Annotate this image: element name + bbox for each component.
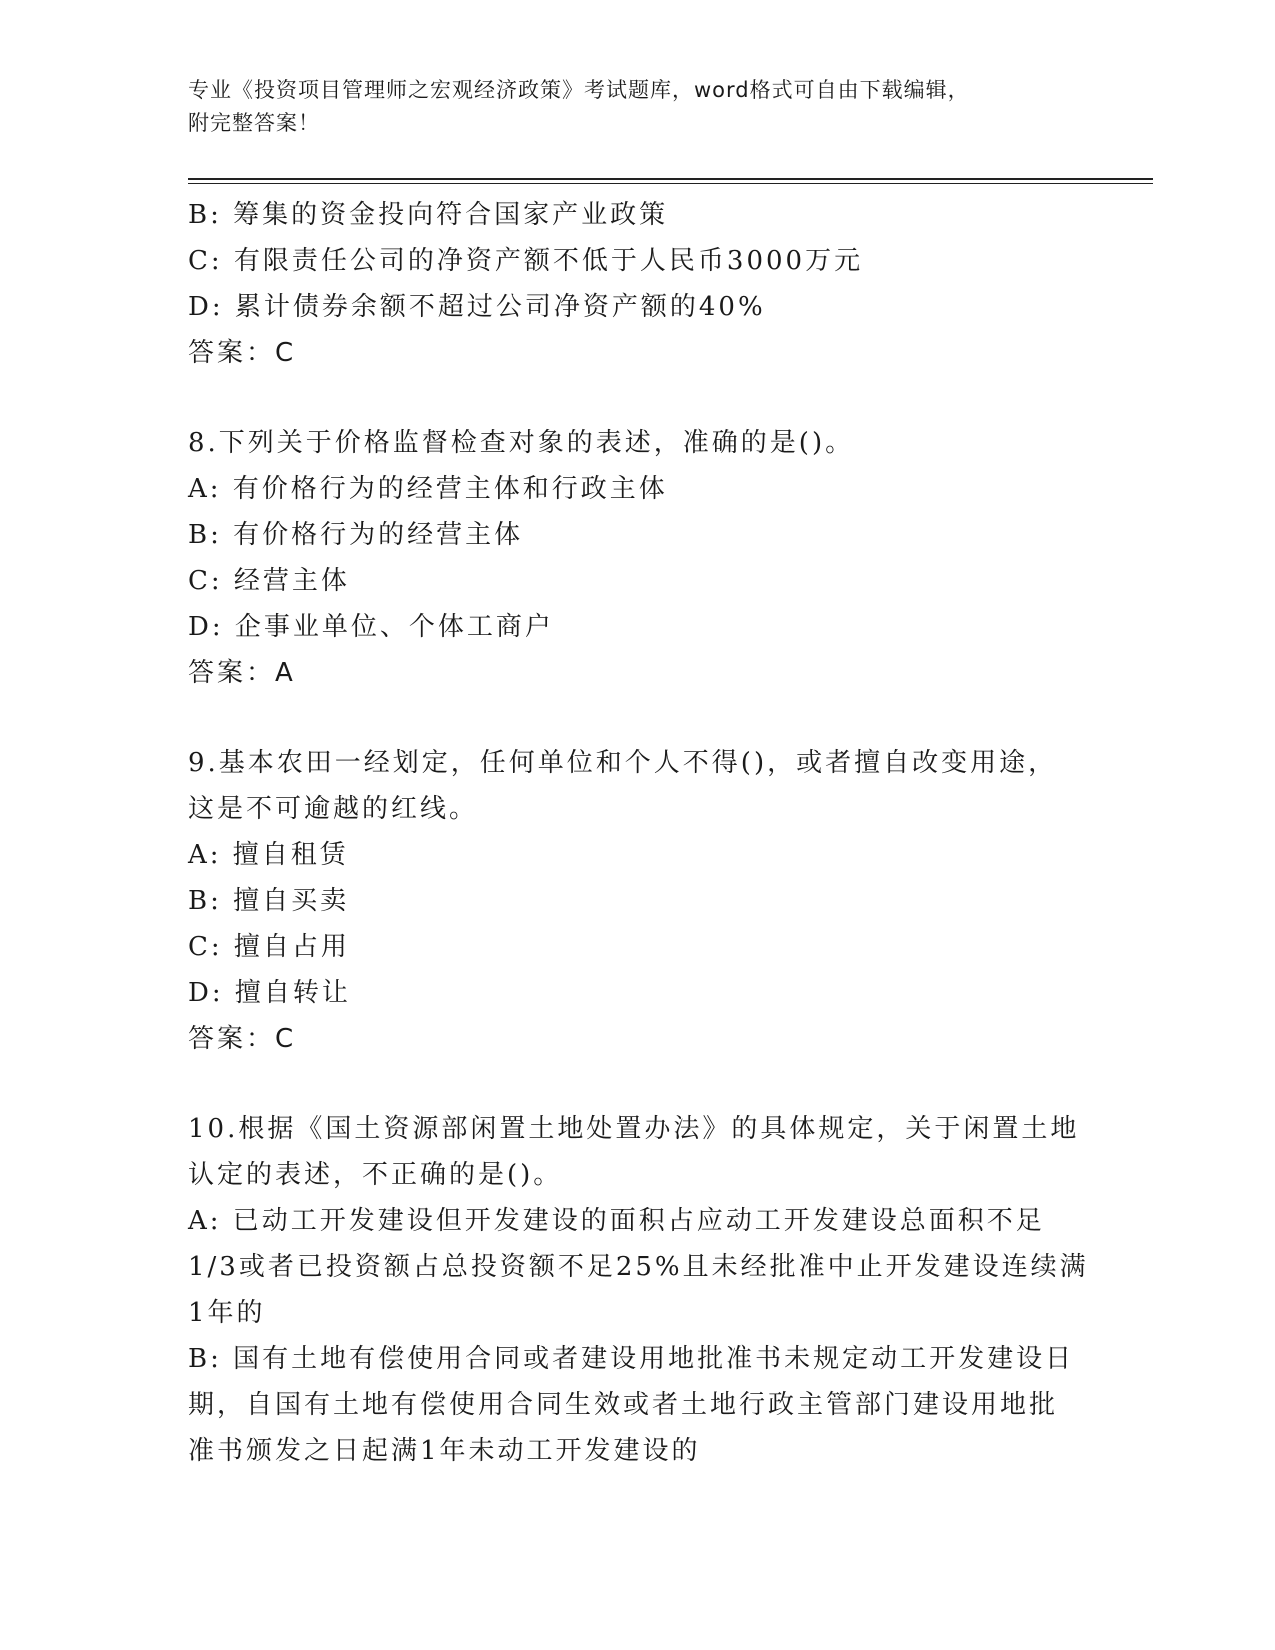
option-c: C: 经营主体 <box>188 566 350 596</box>
header-rule-thick <box>188 178 1153 180</box>
option-a-cont: 1/3或者已投资额占总投资额不足25%且未经批准中止开发建设连续满 <box>188 1252 1089 1282</box>
question-9 <box>188 740 1088 1062</box>
question-text: 8.下列关于价格监督检查对象的表述，准确的是()。 <box>188 428 855 458</box>
question-text: 这是不可逾越的红线。 <box>188 794 479 824</box>
question-8 <box>188 420 1088 696</box>
question-text: 认定的表述，不正确的是()。 <box>188 1160 563 1190</box>
header-rule-thin <box>188 183 1153 184</box>
option-b: B: 擅自买卖 <box>188 886 350 916</box>
question-7 <box>188 192 1088 376</box>
option-b: B: 国有土地有偿使用合同或者建设用地批准书未规定动工开发建设日 <box>188 1344 1075 1374</box>
question-text: 9.基本农田一经划定，任何单位和个人不得()，或者擅自改变用途， <box>188 748 1058 778</box>
question-text: 10.根据《国土资源部闲置土地处置办法》的具体规定，关于闲置土地 <box>188 1114 1080 1144</box>
document-header <box>188 74 1068 140</box>
header-line-2: 附完整答案！ <box>188 111 320 135</box>
option-d: D: 累计债券余额不超过公司净资产额的40% <box>188 292 766 322</box>
option-d: D: 企事业单位、个体工商户 <box>188 612 554 642</box>
answer: 答案：C <box>188 1024 297 1054</box>
question-content <box>188 192 1088 1474</box>
answer: 答案：C <box>188 338 297 368</box>
option-a: A: 已动工开发建设但开发建设的面积占应动工开发建设总面积不足 <box>188 1206 1045 1236</box>
question-10 <box>188 1106 1088 1474</box>
option-a: A: 擅自租赁 <box>188 840 349 870</box>
header-line-1: 专业《投资项目管理师之宏观经济政策》考试题库，word格式可自由下载编辑， <box>188 78 970 102</box>
option-a: A: 有价格行为的经营主体和行政主体 <box>188 474 668 504</box>
option-b: B: 筹集的资金投向符合国家产业政策 <box>188 200 669 230</box>
option-c: C: 擅自占用 <box>188 932 350 962</box>
option-a-cont: 1年的 <box>188 1298 266 1328</box>
answer: 答案：A <box>188 658 296 688</box>
option-b-cont: 准书颁发之日起满1年未动工开发建设的 <box>188 1436 701 1466</box>
option-b-cont: 期，自国有土地有偿使用合同生效或者土地行政主管部门建设用地批 <box>188 1390 1059 1420</box>
option-b: B: 有价格行为的经营主体 <box>188 520 524 550</box>
option-d: D: 擅自转让 <box>188 978 351 1008</box>
option-c: C: 有限责任公司的净资产额不低于人民币3000万元 <box>188 246 864 276</box>
